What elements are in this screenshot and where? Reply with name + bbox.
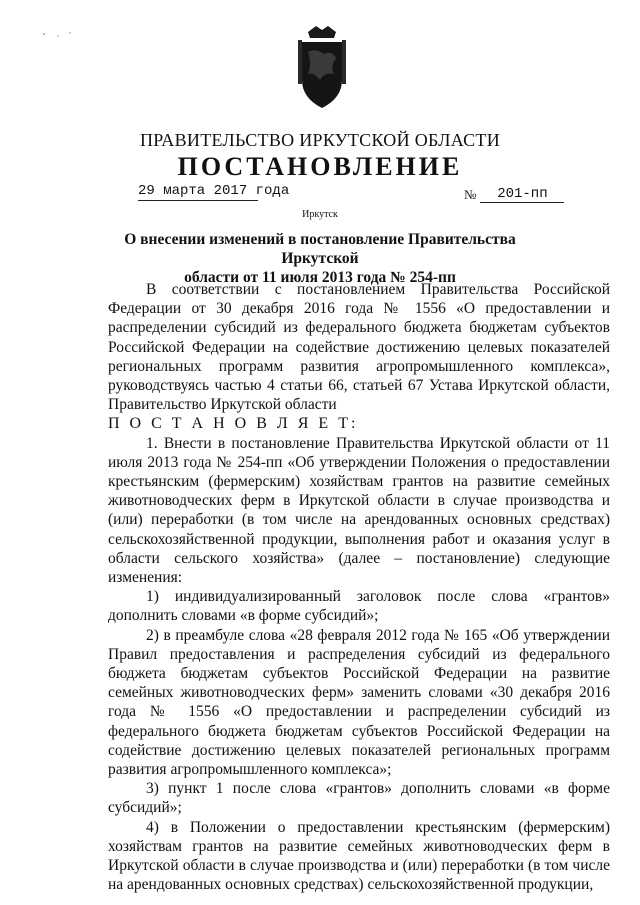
organization-name: ПРАВИТЕЛЬСТВО ИРКУТСКОЙ ОБЛАСТИ	[139, 130, 501, 150]
document-title	[110, 230, 530, 287]
number-sign: №	[464, 187, 477, 202]
body-paragraph: 1. Внести в постановление Правительства Иркутской области от 11 июля 2013 года № 254-пп «Об утверждении Положения о предоставлении крестьянским (фермерским) хозяйствам грантов на развитие семейных животноводческих ферм в Иркутской области в случае производства и (или) переработки (в том числе на арендованных основных средствах) сельскохозяйственной продукции, выполнения работ и оказания услуг в области сельского хозяйства» (далее – постановление) следующие изменения:	[108, 434, 610, 587]
preamble-paragraph: В соответствии с постановлением Правительства Российской Федерации от 30 декабря 2016 года № 1556 «О предоставлении и распределении субсидий из федерального бюджета бюджетам субъектов Российской Федерации на содействие достижению целевых показателей региональных программ развития агропромышленного комплекса», руководствуясь частью 4 статьи 66, статьей 67 Устава Иркутской области, Правительство Иркутской области	[108, 281, 610, 414]
title-line: области от 11 июля 2013 года № 254-пп	[184, 269, 456, 286]
document-date: 29 марта 2017 года	[138, 183, 290, 199]
document-body	[108, 280, 610, 895]
city-name: Иркутск	[302, 209, 338, 220]
document-type: ПОСТАНОВЛЕНИЕ	[177, 152, 463, 181]
decree-heading: П О С Т А Н О В Л Я Е Т:	[108, 415, 359, 433]
coat-of-arms-emblem	[294, 22, 350, 110]
body-paragraph: 2) в преамбуле слова «28 февраля 2012 года № 165 «Об утверждении Правил предоставления и распределения субсидий из федерального бюджета бюджетам субъектов Российской Федерации на развитие семейных животноводческих ферм» заменить словами «30 декабря 2016 года № 1556 «О предоставлении и распределении субсидий из федерального бюджета бюджетам субъектов Российской Федерации на содействие достижению целевых показателей региональных программ развития агропромышленного комплекса»;	[108, 626, 610, 779]
document-number	[464, 185, 564, 203]
body-paragraph: 4) в Положении о предоставлении крестьянским (фермерским) хозяйствам грантов на развитие семейных животноводческих ферм в Иркутской области в случае производства и (или) переработки (в том числе на арендованных основных средствах) сельскохозяйственной продукции,	[108, 818, 610, 894]
body-paragraph: 3) пункт 1 после слова «грантов» дополнить словами «в форме субсидий»;	[108, 780, 610, 817]
number-value: 201-пп	[480, 186, 564, 203]
title-line: О внесении изменений в постановление Правительства Иркутской	[124, 231, 516, 267]
scan-speckle	[40, 30, 80, 40]
body-paragraph: 1) индивидуализированный заголовок после слова «грантов» дополнить словами «в форме субсидий»;	[108, 588, 610, 625]
